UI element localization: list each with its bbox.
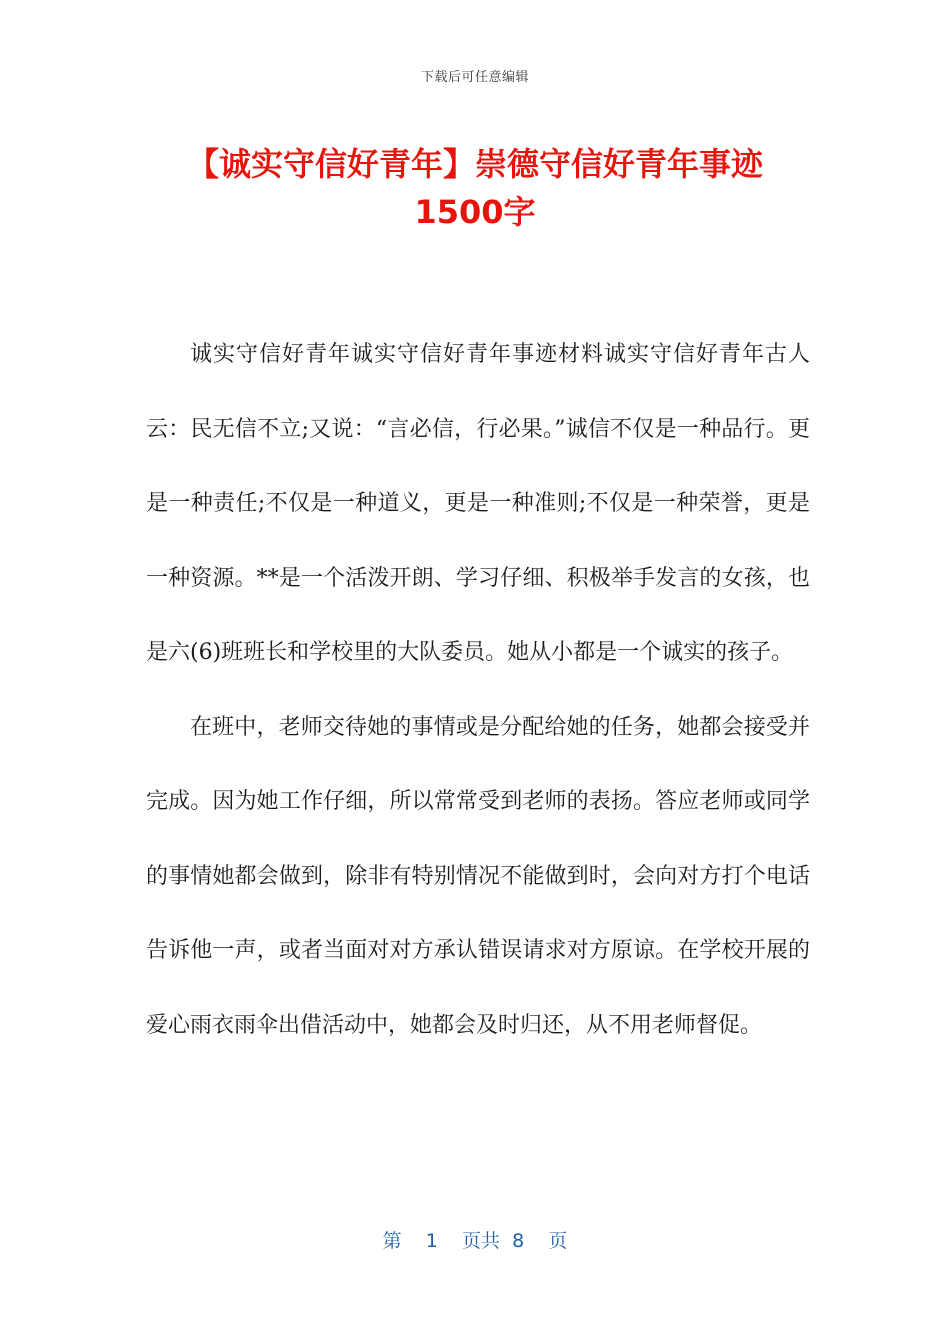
footer-current-page: 1 bbox=[425, 1230, 438, 1252]
paragraph-1: 诚实守信好青年诚实守信好青年事迹材料诚实守信好青年古人云：民无信不立;又说：“言必信，行必果。”诚信不仅是一种品行。更是一种责任;不仅是一种道义，更是一种准则;不仅是一种荣誉，更是一种资源。**是一个活泼开朗、学习仔细、积极举手发言的女孩，也是六(6)班班长和学校里的大队委员。她从小都是一个诚实的孩子。 bbox=[146, 342, 810, 665]
title-line-2: 1500字 bbox=[414, 193, 536, 231]
document-title bbox=[120, 140, 830, 236]
footer-total-pages: 8 bbox=[512, 1230, 525, 1252]
paragraph-2: 在班中，老师交待她的事情或是分配给她的任务，她都会接受并完成。因为她工作仔细，所以常常受到老师的表扬。答应老师或同学的事情她都会做到，除非有特别情况不能做到时，会向对方打个电话告诉他一声，或者当面对对方承认错误请求对方原谅。在学校开展的爱心雨衣雨伞出借活动中，她都会及时归还，从不用老师督促。 bbox=[146, 714, 810, 1038]
document-body bbox=[146, 318, 810, 1063]
footer-label-page: 第 bbox=[382, 1230, 402, 1252]
footer-label-of: 页共 bbox=[462, 1230, 501, 1252]
title-line-1: 【诚实守信好青年】崇德守信好青年事迹 bbox=[186, 145, 763, 183]
footer-label-end: 页 bbox=[548, 1230, 568, 1252]
page-footer bbox=[0, 1226, 950, 1253]
download-note: 下载后可任意编辑 bbox=[420, 70, 529, 85]
